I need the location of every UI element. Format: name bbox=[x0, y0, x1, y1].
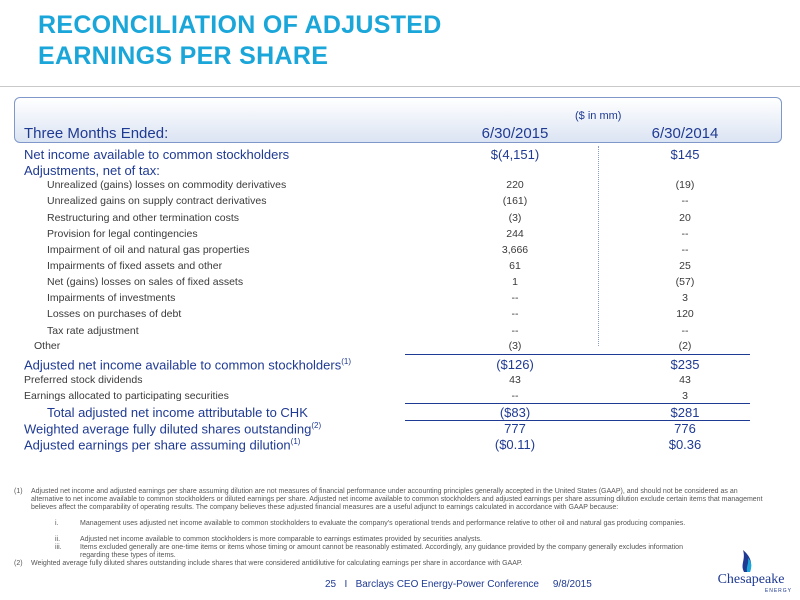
row-value-2015: -- bbox=[511, 308, 519, 320]
title-line-2: EARNINGS PER SHARE bbox=[38, 42, 329, 70]
row-label: Adjusted earnings per share assuming dilution$^{(1)}$ bbox=[24, 437, 301, 453]
row-value-2015: 43 bbox=[509, 374, 521, 386]
row-value-2014: -- bbox=[681, 244, 689, 256]
footnote-ii-marker: ii. bbox=[55, 536, 61, 543]
row-value-2015: (3) bbox=[508, 340, 522, 352]
row-value-2014: 43 bbox=[679, 374, 691, 386]
row-value-2014: -- bbox=[681, 195, 689, 207]
row-label: Tax rate adjustment bbox=[47, 325, 139, 337]
footnote-i-text: Management uses adjusted net income available to common stockholders to evaluate the company's operational trends and performance relative to other oil and natural gas producing companies. bbox=[80, 520, 686, 527]
row-value-2014: (57) bbox=[675, 276, 695, 288]
footnote-1-text: Adjusted net income and adjusted earnings per share assuming dilution are not measures of financial performance under accounting principles generally accepted in the United States (GAAP), and should not be considered as an alternative to net income available to common stockholders or diluted earnings per share. Adjusted net income available to common stockholders and adjusted earnings per share assuming dilution exclude certain items that management believes affect the comparability of operating results. The company believes these adjusted financial measures are a useful adjunct to earnings calculated in accordance with GAAP because: bbox=[31, 488, 763, 511]
row-value-2014: -- bbox=[681, 325, 689, 337]
logo-subtitle: ENERGY bbox=[764, 588, 792, 594]
row-value-2014: 25 bbox=[679, 260, 691, 272]
column-header-2014: 6/30/2014 bbox=[651, 125, 719, 142]
column-header-2015: 6/30/2015 bbox=[481, 125, 549, 142]
row-value-2015: -- bbox=[511, 292, 519, 304]
row-value-2015: (3) bbox=[508, 212, 522, 224]
row-value-2014: 20 bbox=[679, 212, 691, 224]
footnote-ii-text: Adjusted net income available to common stockholders is more comparable to earnings estimates provided by securities analysts. bbox=[80, 536, 482, 543]
title-divider bbox=[0, 86, 800, 87]
row-value-2015: ($0.11) bbox=[494, 437, 536, 452]
row-value-2014: 776 bbox=[674, 421, 696, 436]
row-value-2014: (2) bbox=[678, 340, 692, 352]
row-label: Preferred stock dividends bbox=[24, 374, 143, 386]
row-value-2015: (161) bbox=[502, 195, 528, 207]
row-value-2015: 220 bbox=[506, 179, 524, 191]
row-label: Impairments of fixed assets and other bbox=[47, 260, 223, 272]
footnote-iii-text: Items excluded generally are one-time items or items whose timing or amount cannot be reasonably estimated. Accordingly, any guidance provided by the company generally excludes information regarding these types of items. bbox=[80, 544, 683, 559]
row-label: Restructuring and other termination costs bbox=[47, 212, 240, 224]
row-value-2014: (19) bbox=[675, 179, 695, 191]
row-value-2015: 777 bbox=[504, 421, 526, 436]
footnote-i-marker: i. bbox=[55, 520, 59, 527]
row-label: Losses on purchases of debt bbox=[47, 308, 182, 320]
row-value-2014: $281 bbox=[670, 405, 700, 420]
row-value-2015: 244 bbox=[506, 228, 524, 240]
footnote-2-marker: (2) bbox=[14, 560, 23, 567]
row-label: Unrealized gains on supply contract derivatives bbox=[47, 195, 267, 207]
company-logo bbox=[710, 546, 792, 596]
row-label: Weighted average fully diluted shares outstanding$^{(2)}$ bbox=[24, 421, 322, 437]
row-label: Adjusted net income available to common stockholders$^{(1)}$ bbox=[24, 357, 352, 373]
row-value-2015: ($126) bbox=[496, 357, 534, 372]
column-separator bbox=[598, 146, 599, 346]
row-label: Unrealized (gains) losses on commodity derivatives bbox=[47, 179, 287, 191]
row-value-2015: 3,666 bbox=[501, 244, 529, 256]
subtotal-rule bbox=[405, 354, 750, 355]
row-value-2014: $0.36 bbox=[668, 437, 702, 452]
footnote-1-marker: (1) bbox=[14, 488, 23, 495]
page-title bbox=[38, 10, 442, 72]
period-label: Three Months Ended: bbox=[24, 125, 169, 142]
row-value-2014: $235 bbox=[670, 357, 700, 372]
row-value-2014: -- bbox=[681, 228, 689, 240]
row-label: Impairment of oil and natural gas properties bbox=[47, 244, 250, 256]
footnote-iii-marker: iii. bbox=[55, 544, 62, 551]
row-value-2015: ($83) bbox=[499, 405, 531, 420]
row-label: Net (gains) losses on sales of fixed assets bbox=[47, 276, 244, 288]
row-value-2015: $(4,151) bbox=[490, 147, 540, 162]
row-value-2015: 1 bbox=[512, 276, 518, 288]
row-value-2014: $145 bbox=[670, 147, 700, 162]
row-value-2014: 120 bbox=[676, 308, 694, 320]
flame-icon bbox=[710, 546, 792, 574]
row-value-2015: 61 bbox=[509, 260, 521, 272]
footnote-2-text: Weighted average fully diluted shares outstanding include shares that were considered antidilutive for calculating earnings per share in accordance with GAAP. bbox=[31, 560, 523, 567]
unit-label: ($ in mm) bbox=[575, 110, 622, 122]
row-value-2015: -- bbox=[511, 325, 519, 337]
row-label: Other bbox=[34, 340, 61, 352]
row-label: Earnings allocated to participating securities bbox=[24, 390, 229, 402]
row-label: Net income available to common stockholders bbox=[24, 147, 290, 162]
row-label: Provision for legal contingencies bbox=[47, 228, 198, 240]
total-rule bbox=[405, 403, 750, 404]
row-value-2014: 3 bbox=[682, 390, 688, 402]
slide-footer: 25 I Barclays CEO Energy-Power Conference 9/8/2015 bbox=[325, 579, 592, 590]
row-label: Adjustments, net of tax: bbox=[24, 163, 160, 178]
row-label: Impairments of investments bbox=[47, 292, 176, 304]
row-label: Total adjusted net income attributable to CHK bbox=[47, 405, 308, 420]
logo-wordmark: Chesapeake bbox=[717, 572, 785, 587]
row-value-2015: -- bbox=[511, 390, 519, 402]
row-value-2014: 3 bbox=[682, 292, 688, 304]
title-line-1: RECONCILIATION OF ADJUSTED bbox=[38, 11, 442, 39]
